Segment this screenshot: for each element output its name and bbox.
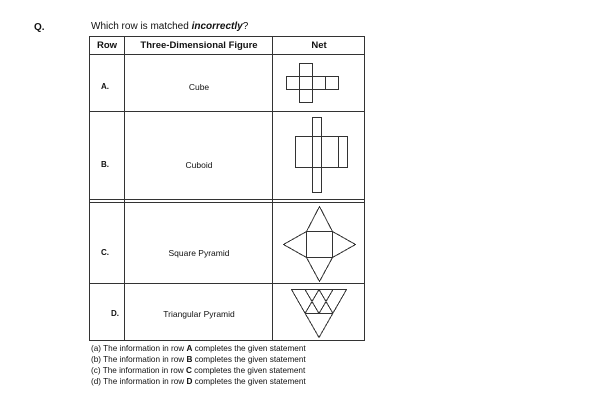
option-text: completes the given statement (192, 344, 306, 353)
question-prefix: Which row is matched (91, 21, 192, 32)
figure-name-c: Square Pyramid (168, 248, 230, 258)
option-text: The information in row (103, 355, 187, 364)
answer-options (91, 343, 306, 387)
square-pyramid-net-icon (273, 203, 365, 284)
figure-name-d: Triangular Pyramid (163, 309, 235, 319)
option-text: The information in row (103, 377, 187, 386)
option-text: The information in row (102, 366, 186, 375)
option-b[interactable] (91, 354, 306, 365)
cube-net-icon (273, 55, 365, 112)
option-d[interactable] (91, 376, 306, 387)
header-figure: Three-Dimensional Figure (140, 39, 258, 51)
option-marker: (b) (91, 355, 102, 364)
match-table (89, 36, 365, 341)
option-text: completes the given statement (191, 366, 306, 375)
option-text: The information in row (103, 344, 187, 353)
question-text (91, 21, 248, 32)
option-c[interactable] (91, 365, 306, 376)
question-emphasis: incorrectly (191, 21, 243, 32)
row-label-b: B. (101, 160, 109, 169)
question-suffix: ? (242, 21, 249, 32)
cuboid-net-icon (273, 112, 365, 200)
option-text: completes the given statement (192, 355, 306, 364)
option-letter: D (186, 377, 193, 386)
option-letter: A (186, 344, 193, 353)
row-label-c: C. (101, 248, 109, 257)
option-a[interactable] (91, 343, 306, 354)
row-label-d: D. (111, 309, 119, 318)
option-letter: B (186, 355, 193, 364)
option-letter: C (185, 366, 192, 375)
option-text: completes the given statement (192, 377, 306, 386)
question-label: Q. (34, 22, 45, 33)
figure-name-a: Cube (188, 82, 210, 92)
triangular-pyramid-net-icon (273, 284, 365, 341)
option-marker: (c) (91, 366, 101, 375)
row-label-a: A. (101, 82, 109, 91)
header-row: Row (96, 39, 118, 51)
figure-name-b: Cuboid (185, 160, 213, 170)
option-marker: (a) (91, 344, 102, 353)
option-marker: (d) (91, 377, 102, 386)
header-net: Net (311, 39, 327, 51)
